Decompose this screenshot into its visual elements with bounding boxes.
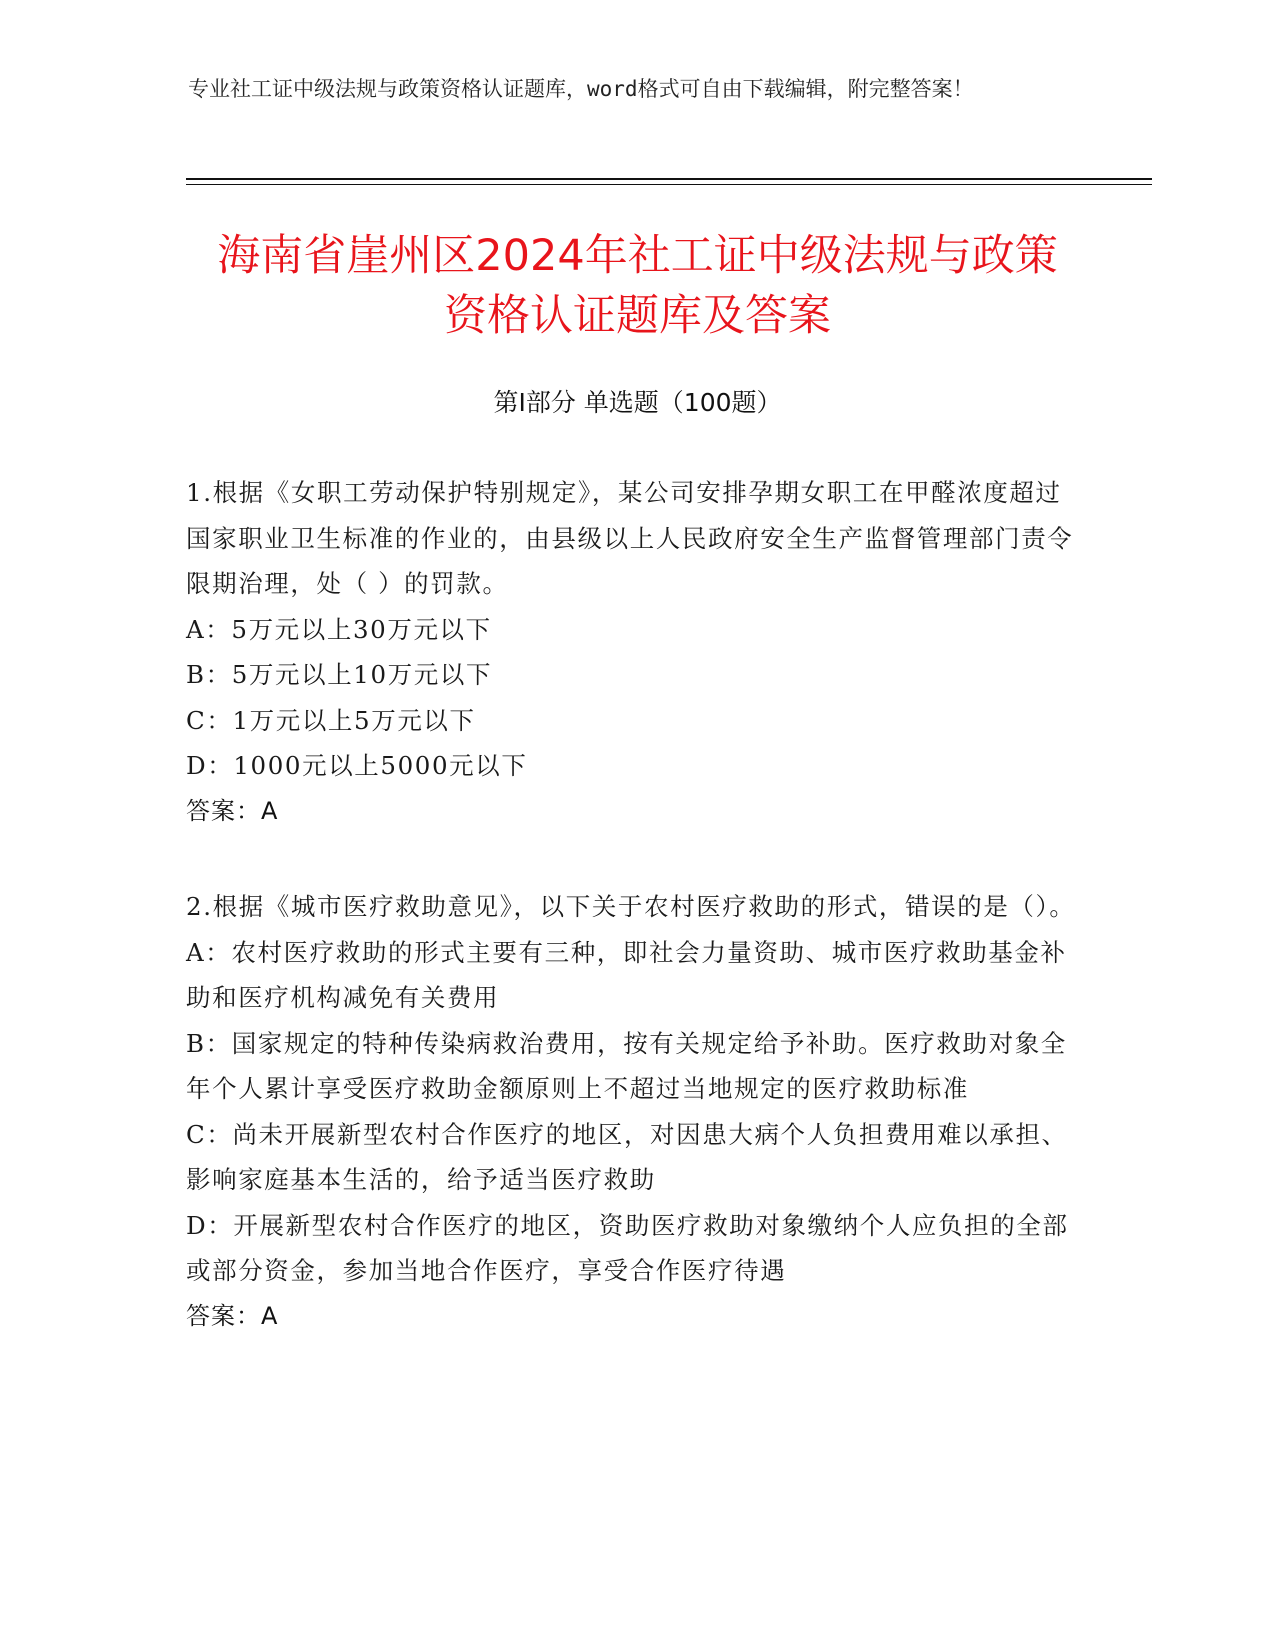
option-d: D：1000元以上5000元以下 bbox=[186, 751, 528, 780]
header-rule-thin bbox=[186, 184, 1152, 185]
question-2 bbox=[186, 884, 1076, 1339]
option-a: A：农村医疗救助的形式主要有三种，即社会力量资助、城市医疗救助基金补助和医疗机构减免有关费用 bbox=[186, 937, 1067, 1012]
document-title bbox=[150, 226, 1125, 346]
option-b: B：5万元以上10万元以下 bbox=[186, 660, 493, 689]
answer-line: 答案：A bbox=[186, 1301, 279, 1330]
title-line-2: 资格认证题库及答案 bbox=[444, 291, 831, 341]
option-b: B：国家规定的特种传染病救治费用，按有关规定给予补助。医疗救助对象全年个人累计享受医疗救助金额原则上不超过当地规定的医疗救助标准 bbox=[186, 1028, 1067, 1103]
question-stem: 1.根据《女职工劳动保护特别规定》，某公司安排孕期女职工在甲醛浓度超过国家职业卫生标准的作业的，由县级以上人民政府安全生产监督管理部门责令限期治理，处（ ）的罚款。 bbox=[186, 478, 1074, 598]
title-line-1: 海南省崖州区2024年社工证中级法规与政策 bbox=[217, 231, 1058, 281]
option-d: D：开展新型农村合作医疗的地区，资助医疗救助对象缴纳个人应负担的全部或部分资金，参加当地合作医疗，享受合作医疗待遇 bbox=[186, 1210, 1069, 1285]
header-note: 专业社工证中级法规与政策资格认证题库，word格式可自由下载编辑，附完整答案！ bbox=[188, 77, 974, 101]
answer-line: 答案：A bbox=[186, 796, 279, 825]
option-a: A：5万元以上30万元以下 bbox=[186, 614, 492, 644]
header-rule-thick bbox=[186, 178, 1152, 180]
option-c: C：1万元以上5万元以下 bbox=[186, 705, 476, 735]
question-stem: 2.根据《城市医疗救助意见》，以下关于农村医疗救助的形式，错误的是（）。 bbox=[186, 892, 1076, 921]
question-1 bbox=[186, 470, 1076, 834]
section-title: 第Ⅰ部分 单选题（100题） bbox=[493, 388, 782, 417]
option-c: C：尚未开展新型农村合作医疗的地区，对因患大病个人负担费用难以承担、影响家庭基本生活的，给予适当医疗救助 bbox=[186, 1119, 1068, 1194]
